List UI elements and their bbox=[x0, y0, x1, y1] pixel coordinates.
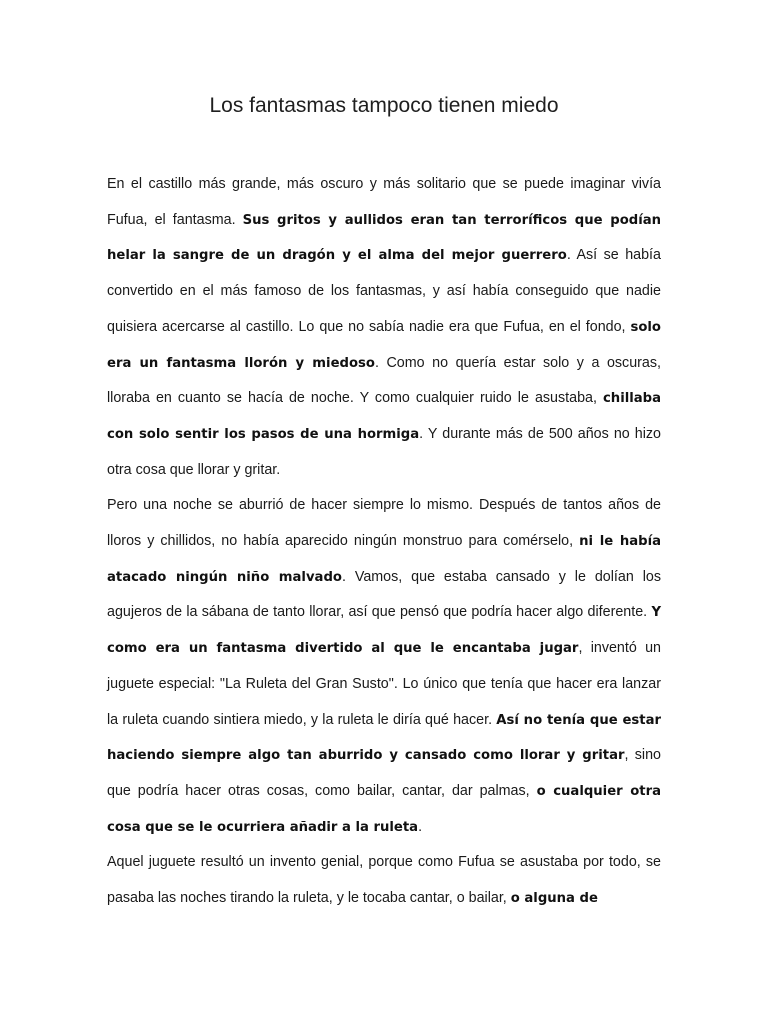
bold-text-segment: Así no tenía que estar haciendo siempre algo tan aburrido y cansado como llorar y gritar bbox=[107, 712, 661, 764]
document-body bbox=[107, 167, 661, 917]
bold-text-segment: Y como era un fantasma divertido al que le encantaba jugar bbox=[107, 605, 661, 657]
bold-text-segment: ni le había atacado ningún niño malvado bbox=[107, 534, 662, 585]
paragraph bbox=[107, 488, 661, 845]
bold-text-segment: o alguna de bbox=[510, 891, 598, 907]
bold-text-segment: solo era un fantasma llorón y miedoso bbox=[107, 319, 661, 371]
text-segment: Pero una noche se aburrió de hacer siempre lo mismo. Después de tantos años de lloros y chillidos, no había aparecido ningún monstruo para comérselo, bbox=[107, 497, 661, 550]
document-title: Los fantasmas tampoco tienen miedo bbox=[209, 94, 559, 117]
text-segment: , inventó un juguete especial: "La Ruleta del Gran Susto". Lo único que tenía que hacer era lanzar la ruleta cuando sintiera miedo, y la ruleta le diría qué hacer. bbox=[107, 640, 661, 728]
paragraph bbox=[107, 845, 661, 916]
text-segment: . Así se había convertido en el más famoso de los fantasmas, y así había conseguido que nadie quisiera acercarse al castillo. Lo que no sabía nadie era que Fufua, en el fondo, bbox=[107, 247, 661, 335]
bold-text-segment: chillaba con solo sentir los pasos de una hormiga bbox=[107, 391, 661, 442]
paragraph bbox=[107, 167, 661, 488]
text-segment: . Y durante más de 500 años no hizo otra cosa que llorar y gritar. bbox=[107, 425, 662, 478]
text-segment: . bbox=[418, 818, 423, 835]
bold-text-segment: Sus gritos y aullidos eran tan terroríficos que podían helar la sangre de un dragón y el alma del mejor guerrero bbox=[107, 212, 662, 264]
text-segment: , sino que podría hacer otras cosas, como bailar, cantar, dar palmas, bbox=[107, 747, 662, 799]
text-segment: . Como no quería estar solo y a oscuras, lloraba en cuanto se hacía de noche. Y como cualquier ruido le asustaba, bbox=[107, 354, 661, 407]
text-segment: En el castillo más grande, más oscuro y más solitario que se puede imaginar vivía Fufua, el fantasma. bbox=[107, 176, 661, 228]
text-segment: . Vamos, que estaba cansado y le dolían los agujeros de la sábana de tanto llorar, así que pensó que podría hacer algo diferente. bbox=[107, 568, 661, 621]
bold-text-segment: o cualquier otra cosa que se le ocurriera añadir a la ruleta bbox=[107, 783, 661, 835]
text-segment: Aquel juguete resultó un invento genial, porque como Fufua se asustaba por todo, se pasaba las noches tirando la ruleta, y le tocaba cantar, o bailar, bbox=[107, 854, 661, 907]
